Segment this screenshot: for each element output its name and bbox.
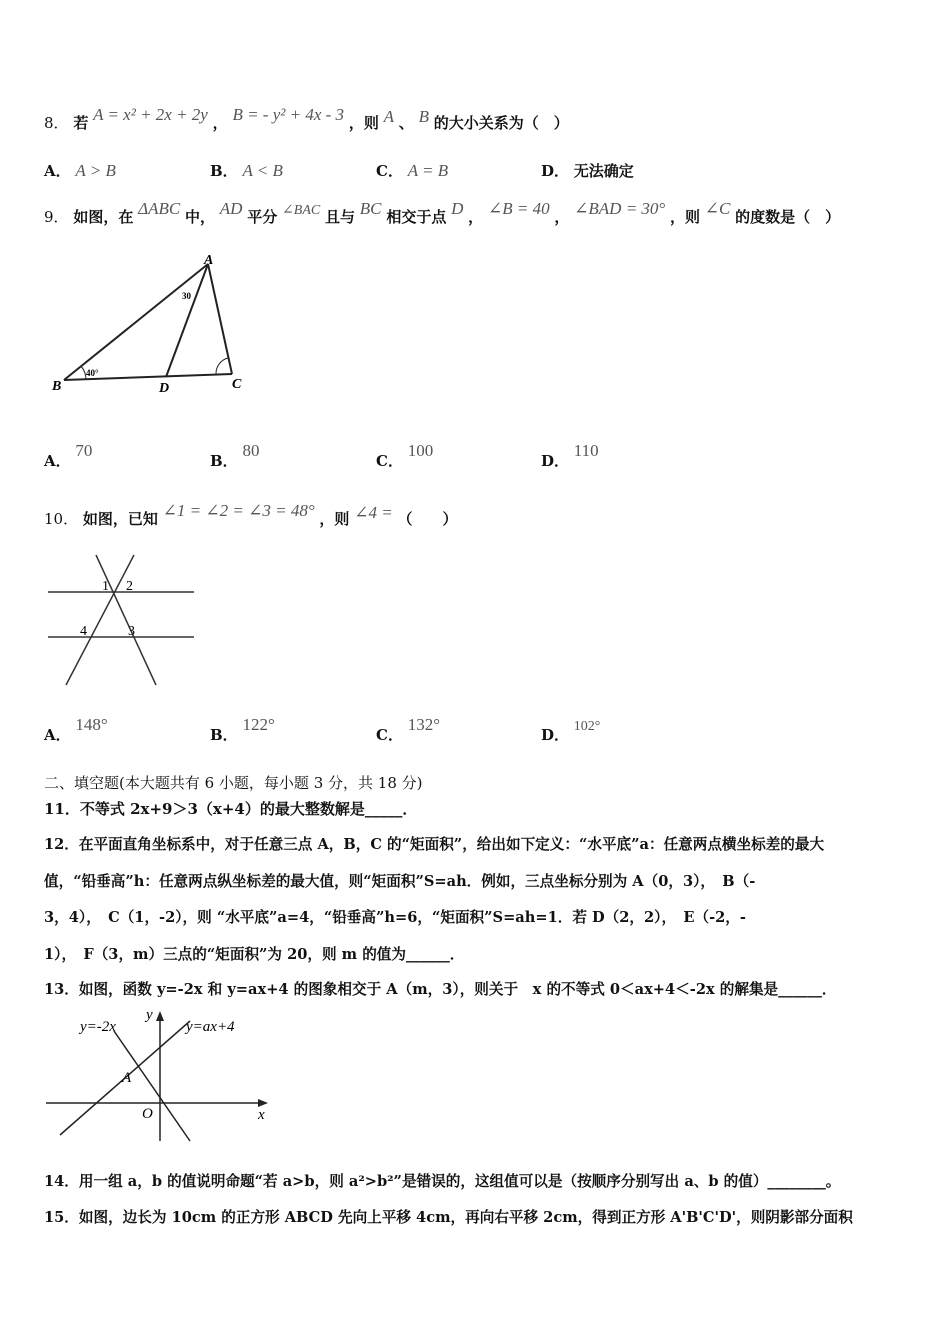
q8-expr-a: A = x² + 2x + 2y	[93, 105, 208, 124]
vertex-c: C	[232, 377, 242, 392]
line-y-neg2x	[114, 1031, 190, 1141]
q9-math: ΔABC	[138, 199, 181, 218]
option-label: A．	[44, 726, 71, 744]
option-value: 132°	[407, 715, 441, 734]
q9-option-b	[210, 440, 260, 470]
question-11: 11．不等式 2x+9＞3（x+4）的最大整数解是_____．	[44, 800, 418, 818]
q13-graph-figure	[44, 1005, 284, 1145]
option-label: B．	[210, 726, 238, 744]
option-value: 110	[573, 441, 599, 460]
option-value: 102°	[573, 719, 601, 734]
transversal-right	[96, 555, 156, 685]
q9-text: 相交于点	[386, 208, 447, 226]
q8-dun: 、	[398, 114, 414, 132]
q9-option-d	[541, 440, 599, 470]
q9-math: ∠C	[704, 199, 731, 218]
q9-math: BC	[359, 199, 382, 218]
option-value: A > B	[75, 161, 116, 180]
q10-number: 10．	[44, 510, 79, 528]
q8-sep: ，	[212, 114, 228, 132]
q10-math: ∠4 =	[354, 503, 393, 522]
angle-2-label: 2	[126, 579, 133, 594]
q9-math: ∠B = 40	[487, 199, 550, 218]
label-origin: O	[142, 1106, 153, 1122]
option-value: 无法确定	[573, 162, 634, 180]
q8-var-b: B	[418, 107, 429, 126]
question-12-line-4: 1）， F（3，m）三点的“矩面积”为 20，则 m 的值为______．	[44, 946, 465, 963]
angle-b-label: 40°	[86, 368, 99, 378]
q9-math: AD	[219, 199, 243, 218]
q9-text: ，	[468, 208, 484, 226]
option-label: C．	[376, 162, 403, 180]
q8-option-a	[44, 160, 116, 181]
angle-3-label: 3	[128, 624, 135, 639]
question-12-line-1: 12．在平面直角坐标系中，对于任意三点 A，B，C 的“矩面积”，给出如下定义：“水平底”a：任意两点横坐标差的最大	[44, 836, 825, 853]
q8-option-d	[541, 160, 634, 181]
option-label: A．	[44, 162, 71, 180]
q10-text: ，则	[319, 510, 350, 528]
option-label: D．	[541, 452, 570, 470]
option-value: A = B	[407, 161, 449, 180]
option-value: 70	[75, 441, 93, 460]
q8-var-a: A	[383, 107, 394, 126]
q8-expr-b: B = - y² + 4x - 3	[232, 105, 345, 124]
label-x-axis: x	[258, 1107, 265, 1123]
angle-4-label: 4	[80, 624, 87, 639]
question-9	[44, 199, 841, 230]
side-ac	[208, 264, 232, 374]
question-12-line-2: 值，“铅垂高”h：任意两点纵坐标差的最大值，则“矩面积”S=ah．例如，三点坐标分别为 A（0，3）， B（-	[44, 873, 756, 890]
section-2-heading: 二、填空题(本大题共有 6 小题，每小题 3 分，共 18 分)	[44, 774, 423, 792]
q9-text: 如图，在	[73, 208, 134, 226]
option-label: C．	[376, 726, 403, 744]
q8-middle: ，则	[348, 114, 379, 132]
vertex-d: D	[159, 381, 170, 396]
angle-c-arc	[216, 358, 228, 374]
option-label: D．	[541, 162, 570, 180]
q9-text: ，	[554, 208, 570, 226]
question-12-line-3: 3，4）， C（1，-2），则 “水平底”a=4，“铅垂高”h=6，“矩面积”S=ah=1．若 D（2，2）， E（-2，-	[44, 909, 746, 926]
option-label: B．	[210, 162, 238, 180]
q10-lines-figure	[44, 550, 204, 690]
q9-option-c	[376, 440, 434, 470]
q8-number: 8．	[44, 114, 69, 132]
question-10	[44, 501, 458, 530]
q10-option-c	[376, 714, 441, 744]
question-13: 13．如图，函数 y=-2x 和 y=ax+4 的图象相交于 A（m，3），则关于 x 的不等式 0＜ax+4＜-2x 的解集是______．	[44, 981, 837, 998]
transversal-left	[66, 555, 134, 685]
option-value: 148°	[75, 715, 108, 734]
label-y-ax-plus-4: y=ax+4	[186, 1019, 235, 1035]
q8-option-b	[210, 160, 283, 181]
q9-number: 9．	[44, 208, 69, 226]
question-14: 14．用一组 a，b 的值说明命题“若 a>b，则 a²>b²”是错误的，这组值可以是（按顺序分别写出 a、b 的值）________。	[44, 1173, 841, 1190]
q9-text: 且与	[325, 208, 356, 226]
q9-text: 的度数是（ ）	[735, 208, 841, 226]
option-label: A．	[44, 452, 71, 470]
q10-text: 如图，已知	[82, 510, 158, 528]
question-15: 15．如图，边长为 10cm 的正方形 ABCD 先向上平移 4cm，再向右平移 2cm，得到正方形 A'B'C'D'，则阴影部分面积	[44, 1209, 853, 1226]
option-label: C．	[376, 452, 403, 470]
q10-option-b	[210, 714, 275, 744]
option-value: 100	[407, 441, 434, 460]
q9-math: ∠BAC	[282, 203, 321, 218]
q9-triangle-figure	[44, 250, 264, 400]
label-point-a: A	[122, 1070, 132, 1086]
q9-option-a	[44, 440, 93, 470]
y-axis-arrow	[156, 1011, 164, 1021]
q10-text: （ ）	[397, 510, 458, 528]
angle-a-label: 30	[182, 291, 191, 301]
option-label: D．	[541, 726, 570, 744]
option-value: A < B	[242, 161, 283, 180]
q9-text: ，则	[670, 208, 701, 226]
vertex-a: A	[204, 253, 214, 268]
q8-option-c	[376, 160, 448, 181]
q9-text: 平分	[247, 208, 278, 226]
label-y-axis: y	[146, 1007, 153, 1023]
vertex-b: B	[52, 379, 62, 394]
option-value: 122°	[242, 715, 275, 734]
q9-math: D	[451, 199, 464, 218]
q8-suffix: 的大小关系为（ ）	[433, 114, 569, 132]
label-y-neg2x: y=-2x	[80, 1019, 116, 1035]
q9-text: 中，	[185, 208, 216, 226]
option-label: B．	[210, 452, 238, 470]
option-value: 80	[242, 441, 260, 460]
q10-math: ∠1 = ∠2 = ∠3 = 48°	[162, 501, 315, 520]
x-axis-arrow	[258, 1099, 268, 1107]
q9-math: ∠BAD = 30°	[574, 199, 666, 218]
question-8	[44, 105, 569, 134]
q8-prefix: 若	[73, 114, 89, 132]
angle-1-label: 1	[102, 579, 109, 594]
q10-option-a	[44, 714, 108, 744]
q10-option-d	[541, 714, 601, 744]
